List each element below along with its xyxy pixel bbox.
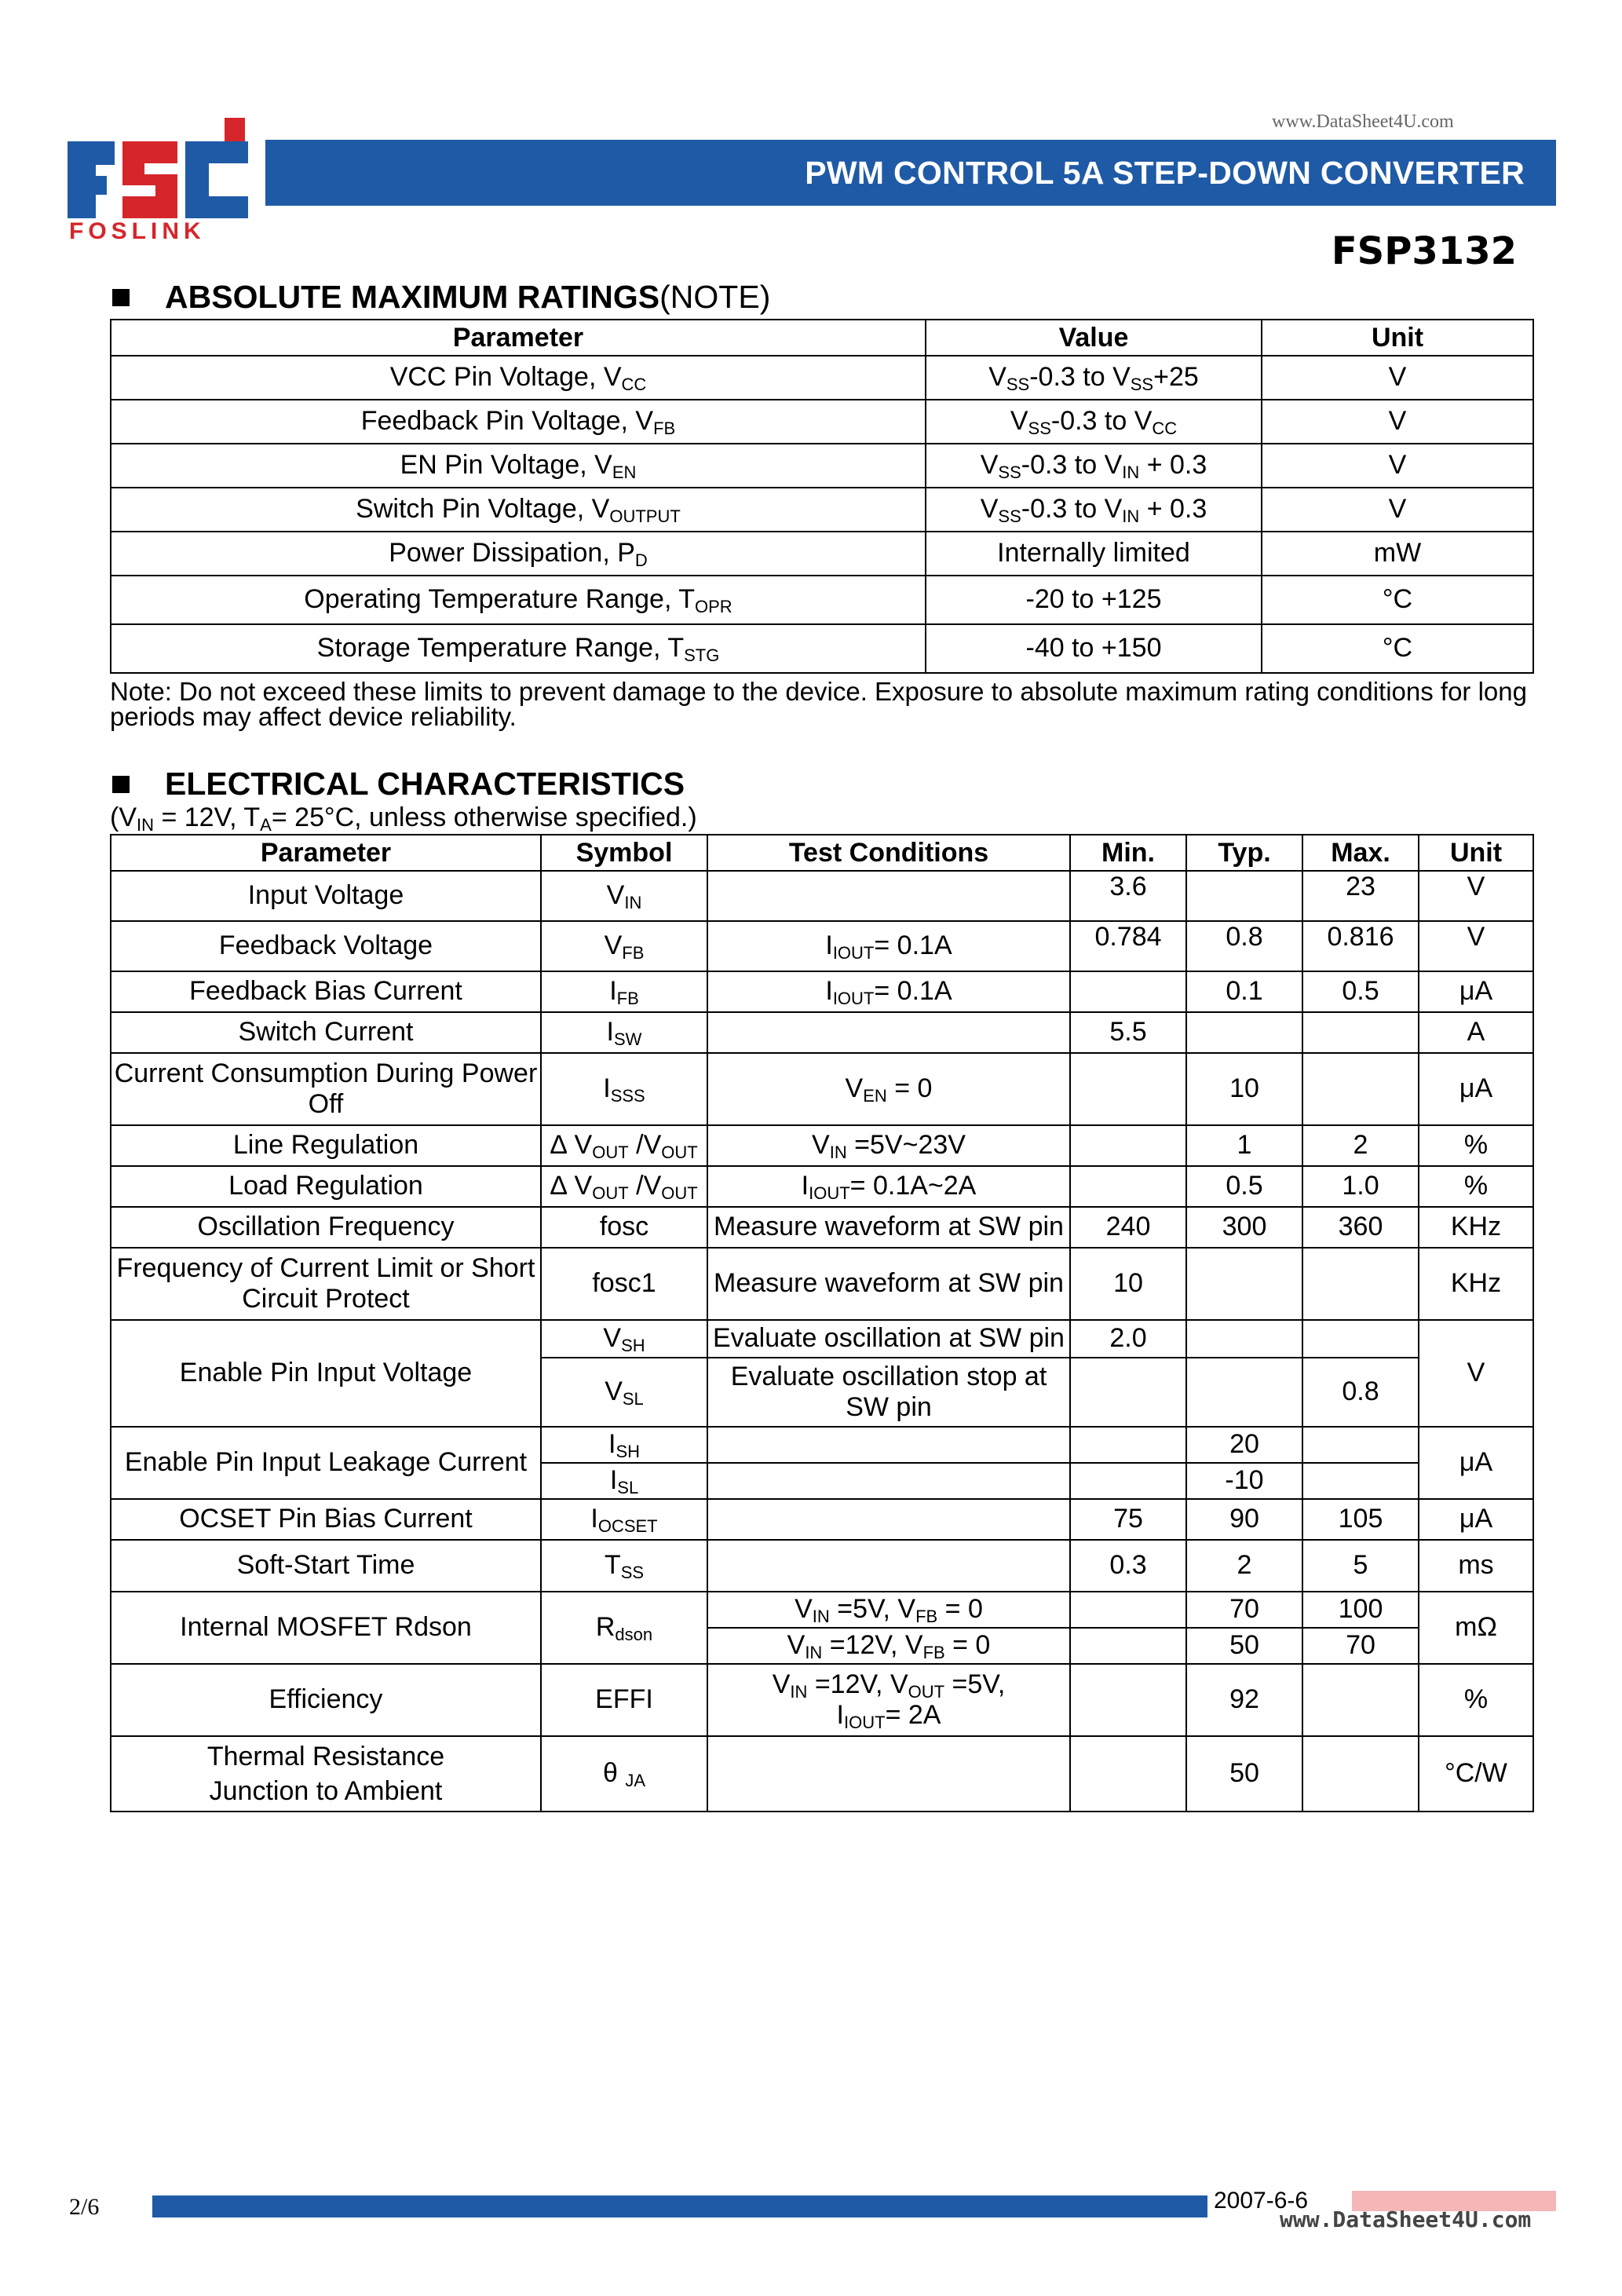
min-cell: 2.0: [1070, 1320, 1186, 1358]
typ-cell: 2: [1186, 1540, 1302, 1592]
table-row: [111, 1664, 1533, 1736]
max-cell: [1302, 1664, 1419, 1736]
table-row: [111, 971, 1533, 1012]
typ-cell: 90: [1186, 1499, 1302, 1540]
unit-cell: °C: [1262, 624, 1533, 673]
typ-cell: [1186, 1320, 1302, 1358]
table-row: [111, 1053, 1533, 1125]
symbol-cell: fosc1: [541, 1248, 707, 1320]
symbol-cell: $I_{SH}$: [541, 1427, 707, 1463]
typ-cell: [1186, 1358, 1302, 1427]
max-cell: 105: [1302, 1499, 1419, 1540]
param-cell: Thermal Resistance Junction to Ambient: [111, 1736, 541, 1812]
unit-cell: mΩ: [1419, 1592, 1533, 1664]
param-cell: Operating Temperature Range, $T_{OPR}$: [111, 576, 926, 624]
min-cell: 10: [1070, 1248, 1186, 1320]
max-cell: 360: [1302, 1207, 1419, 1248]
page-number: 2/6: [69, 2194, 100, 2220]
footer-date: 2007-6-6: [1214, 2188, 1309, 2214]
amr-header-row: [111, 320, 1533, 356]
param-cell: Internal MOSFET Rdson: [111, 1592, 541, 1664]
max-cell: 70: [1302, 1628, 1419, 1664]
param-cell: Line Regulation: [111, 1125, 541, 1166]
watermark-bottom[interactable]: www.DataSheet4U.com: [1280, 2206, 1532, 2232]
unit-cell: μA: [1419, 1427, 1533, 1499]
amr-title: ABSOLUTE MAXIMUM RATINGS: [165, 279, 660, 315]
table-row: [111, 1592, 1533, 1628]
max-cell: [1302, 1248, 1419, 1320]
min-cell: 0.784: [1070, 921, 1186, 971]
param-cell: Frequency of Current Limit or Short Circuit Protect: [111, 1248, 541, 1320]
unit-cell: A: [1419, 1012, 1533, 1053]
amr-col-unit: Unit: [1262, 320, 1533, 356]
max-cell: 100: [1302, 1592, 1419, 1628]
unit-cell: V: [1262, 400, 1533, 444]
param-cell: Current Consumption During Power Off: [111, 1053, 541, 1125]
min-cell: [1070, 1628, 1186, 1664]
symbol-cell: $R_{dson}$: [541, 1592, 707, 1664]
typ-cell: 0.1: [1186, 971, 1302, 1012]
unit-cell: V: [1262, 488, 1533, 532]
symbol-cell: $V_{SH}$: [541, 1320, 707, 1358]
condition-cell: [707, 1736, 1070, 1812]
symbol-cell: $I_{OCSET}$: [541, 1499, 707, 1540]
min-cell: [1070, 1053, 1186, 1125]
condition-cell: [707, 1012, 1070, 1053]
amr-col-value: Value: [926, 320, 1262, 356]
symbol-cell: $I_{FB}$: [541, 971, 707, 1012]
unit-cell: V: [1262, 444, 1533, 488]
table-row: [111, 624, 1533, 673]
ec-conditions: ($V_{IN} = 12V$, $T_A= 25^\circ C$, unless otherwise specified.): [110, 803, 697, 835]
condition-cell: $V_{IN}$ =5V~23V: [707, 1125, 1070, 1166]
typ-cell: -10: [1186, 1463, 1302, 1499]
typ-cell: 0.8: [1186, 921, 1302, 971]
max-cell: 0.816: [1302, 921, 1419, 971]
condition-cell: Measure waveform at SW pin: [707, 1248, 1070, 1320]
typ-cell: 0.5: [1186, 1166, 1302, 1207]
watermark-top[interactable]: www.DataSheet4U.com: [1272, 112, 1454, 132]
symbol-cell: $I_{SSS}$: [541, 1053, 707, 1125]
ec-heading: [112, 766, 685, 803]
param-cell: EN Pin Voltage, $V_{EN}$: [111, 444, 926, 488]
param-cell: OCSET Pin Bias Current: [111, 1499, 541, 1540]
ec-header-row: [111, 835, 1533, 871]
typ-cell: 1: [1186, 1125, 1302, 1166]
logo-subtitle: FOSLINK: [69, 218, 206, 244]
symbol-cell: $V_{SL}$: [541, 1358, 707, 1427]
ec-col-test-conditions: Test Conditions: [707, 835, 1070, 871]
table-row: [111, 1499, 1533, 1540]
param-cell: Feedback Pin Voltage, $V_{FB}$: [111, 400, 926, 444]
table-row: [111, 488, 1533, 532]
condition-cell: Evaluate oscillation stop at SW pin: [707, 1358, 1070, 1427]
unit-cell: %: [1419, 1125, 1533, 1166]
unit-cell: KHz: [1419, 1248, 1533, 1320]
unit-cell: ms: [1419, 1540, 1533, 1592]
max-cell: 5: [1302, 1540, 1419, 1592]
symbol-cell: $I_{SL}$: [541, 1463, 707, 1499]
table-row: [111, 1207, 1533, 1248]
unit-cell: %: [1419, 1664, 1533, 1736]
value-cell: Internally limited: [926, 532, 1262, 576]
footer-bar: [152, 2195, 1207, 2217]
condition-cell: [707, 1540, 1070, 1592]
unit-cell: μA: [1419, 1053, 1533, 1125]
param-cell: Enable Pin Input Leakage Current: [111, 1427, 541, 1499]
min-cell: [1070, 1125, 1186, 1166]
table-row: [111, 1125, 1533, 1166]
typ-cell: 50: [1186, 1736, 1302, 1812]
condition-cell: $I_{IOUT}= 0.1A$: [707, 971, 1070, 1012]
symbol-cell: $V_{IN}$: [541, 871, 707, 921]
min-cell: 75: [1070, 1499, 1186, 1540]
value-cell: -40 to +150: [926, 624, 1262, 673]
min-cell: 5.5: [1070, 1012, 1186, 1053]
typ-cell: 10: [1186, 1053, 1302, 1125]
symbol-cell: fosc: [541, 1207, 707, 1248]
square-bullet-icon: [112, 289, 130, 306]
min-cell: 3.6: [1070, 871, 1186, 921]
value-cell: $V_{SS}-0.3$ to $V_{CC}$: [926, 400, 1262, 444]
param-cell: Feedback Voltage: [111, 921, 541, 971]
min-cell: [1070, 1166, 1186, 1207]
table-row: [111, 871, 1533, 921]
max-cell: 2: [1302, 1125, 1419, 1166]
unit-cell: KHz: [1419, 1207, 1533, 1248]
symbol-cell: $T_{SS}$: [541, 1540, 707, 1592]
max-cell: [1302, 1012, 1419, 1053]
min-cell: [1070, 1427, 1186, 1463]
condition-cell: $V_{IN} =12V$, $V_{OUT} =5V$, $I_{IOUT}= 2A$: [707, 1664, 1070, 1736]
document-title: PWM CONTROL 5A STEP-DOWN CONVERTER: [805, 155, 1525, 191]
unit-cell: V: [1419, 921, 1533, 971]
param-cell: VCC Pin Voltage, $V_{CC}$: [111, 356, 926, 400]
table-row: [111, 1320, 1533, 1358]
typ-cell: 50: [1186, 1628, 1302, 1664]
min-cell: [1070, 971, 1186, 1012]
value-cell: $V_{SS}-0.3$ to $V_{IN} + 0.3$: [926, 488, 1262, 532]
typ-cell: 20: [1186, 1427, 1302, 1463]
condition-cell: $I_{IOUT}=$ 0.1A~2A: [707, 1166, 1070, 1207]
param-cell: Efficiency: [111, 1664, 541, 1736]
table-row: [111, 444, 1533, 488]
value-cell: $V_{SS}-0.3$ to $V_{IN} + 0.3$: [926, 444, 1262, 488]
condition-cell: Evaluate oscillation at SW pin: [707, 1320, 1070, 1358]
table-row: [111, 1540, 1533, 1592]
square-bullet-icon: [112, 776, 130, 793]
param-cell: Oscillation Frequency: [111, 1207, 541, 1248]
ec-col-unit: Unit: [1419, 835, 1533, 871]
unit-cell: %: [1419, 1166, 1533, 1207]
param-cell: Switch Current: [111, 1012, 541, 1053]
param-cell: Input Voltage: [111, 871, 541, 921]
symbol-cell: ∆ $V_{OUT}$ $/V_{OUT}$: [541, 1166, 707, 1207]
condition-cell: Measure waveform at SW pin: [707, 1207, 1070, 1248]
table-row: [111, 1427, 1533, 1463]
amr-table: [110, 319, 1534, 674]
ec-table: [110, 834, 1534, 1812]
condition-cell: [707, 1427, 1070, 1463]
table-row: [111, 400, 1533, 444]
table-row: [111, 1166, 1533, 1207]
min-cell: [1070, 1736, 1186, 1812]
param-cell: Power Dissipation, $P_D$: [111, 532, 926, 576]
ec-col-min: Min.: [1070, 835, 1186, 871]
condition-cell: [707, 871, 1070, 921]
title-banner: [265, 140, 1556, 206]
symbol-cell: $I_{SW}$: [541, 1012, 707, 1053]
value-cell: $V_{SS}-0.3$ to $V_{SS}+25$: [926, 356, 1262, 400]
param-cell: Load Regulation: [111, 1166, 541, 1207]
ec-col-symbol: Symbol: [541, 835, 707, 871]
table-row: [111, 1012, 1533, 1053]
symbol-cell: θ $_{JA}$: [541, 1736, 707, 1812]
condition-cell: $V_{EN} = 0$: [707, 1053, 1070, 1125]
condition-cell: [707, 1499, 1070, 1540]
unit-cell: V: [1419, 1320, 1533, 1427]
typ-cell: [1186, 1248, 1302, 1320]
condition-cell: $V_{IN} =5V$, $V_{FB} = 0$: [707, 1592, 1070, 1628]
value-cell: -20 to +125: [926, 576, 1262, 624]
max-cell: [1302, 1736, 1419, 1812]
table-row: [111, 1248, 1533, 1320]
ec-col-typ: Typ.: [1186, 835, 1302, 871]
ec-col-parameter: Parameter: [111, 835, 541, 871]
max-cell: [1302, 1320, 1419, 1358]
max-cell: 23: [1302, 871, 1419, 921]
condition-cell: [707, 1463, 1070, 1499]
unit-cell: °C/W: [1419, 1736, 1533, 1812]
amr-col-parameter: Parameter: [111, 320, 926, 356]
table-row: [111, 532, 1533, 576]
typ-cell: [1186, 1012, 1302, 1053]
symbol-cell: $V_{FB}$: [541, 921, 707, 971]
min-cell: 0.3: [1070, 1540, 1186, 1592]
symbol-cell: EFFI: [541, 1664, 707, 1736]
unit-cell: V: [1419, 871, 1533, 921]
typ-cell: [1186, 871, 1302, 921]
min-cell: 240: [1070, 1207, 1186, 1248]
ec-col-max: Max.: [1302, 835, 1419, 871]
unit-cell: μA: [1419, 1499, 1533, 1540]
unit-cell: mW: [1262, 532, 1533, 576]
max-cell: 0.5: [1302, 971, 1419, 1012]
table-row: [111, 356, 1533, 400]
param-cell: Feedback Bias Current: [111, 971, 541, 1012]
typ-cell: 300: [1186, 1207, 1302, 1248]
ec-title: ELECTRICAL CHARACTERISTICS: [165, 766, 685, 802]
min-cell: [1070, 1463, 1186, 1499]
max-cell: 1.0: [1302, 1166, 1419, 1207]
table-row: [111, 1736, 1533, 1812]
amr-note: Note: Do not exceed these limits to prevent damage to the device. Exposure to absolute maximum rating conditions for long periods may affect device reliability.: [110, 677, 1527, 731]
param-cell: Soft-Start Time: [111, 1540, 541, 1592]
condition-cell: $V_{IN} =12V$, $V_{FB} = 0$: [707, 1628, 1070, 1664]
max-cell: [1302, 1463, 1419, 1499]
max-cell: 0.8: [1302, 1358, 1419, 1427]
min-cell: [1070, 1592, 1186, 1628]
unit-cell: μA: [1419, 971, 1533, 1012]
param-cell: Enable Pin Input Voltage: [111, 1320, 541, 1427]
param-cell: Storage Temperature Range, $T_{STG}$: [111, 624, 926, 673]
min-cell: [1070, 1664, 1186, 1736]
table-row: [111, 576, 1533, 624]
foslink-logo: [68, 118, 256, 251]
typ-cell: 92: [1186, 1664, 1302, 1736]
amr-title-note: (NOTE): [659, 279, 771, 315]
typ-cell: 70: [1186, 1592, 1302, 1628]
min-cell: [1070, 1358, 1186, 1427]
max-cell: [1302, 1053, 1419, 1125]
param-cell: Switch Pin Voltage, $V_{OUTPUT}$: [111, 488, 926, 532]
max-cell: [1302, 1427, 1419, 1463]
symbol-cell: ∆ $V_{OUT}$ $/V_{OUT}$: [541, 1125, 707, 1166]
unit-cell: °C: [1262, 576, 1533, 624]
part-number: FSP3132: [1331, 229, 1517, 273]
table-row: [111, 921, 1533, 971]
unit-cell: V: [1262, 356, 1533, 400]
amr-heading: [112, 279, 770, 316]
condition-cell: $I_{IOUT}= 0.1A$: [707, 921, 1070, 971]
